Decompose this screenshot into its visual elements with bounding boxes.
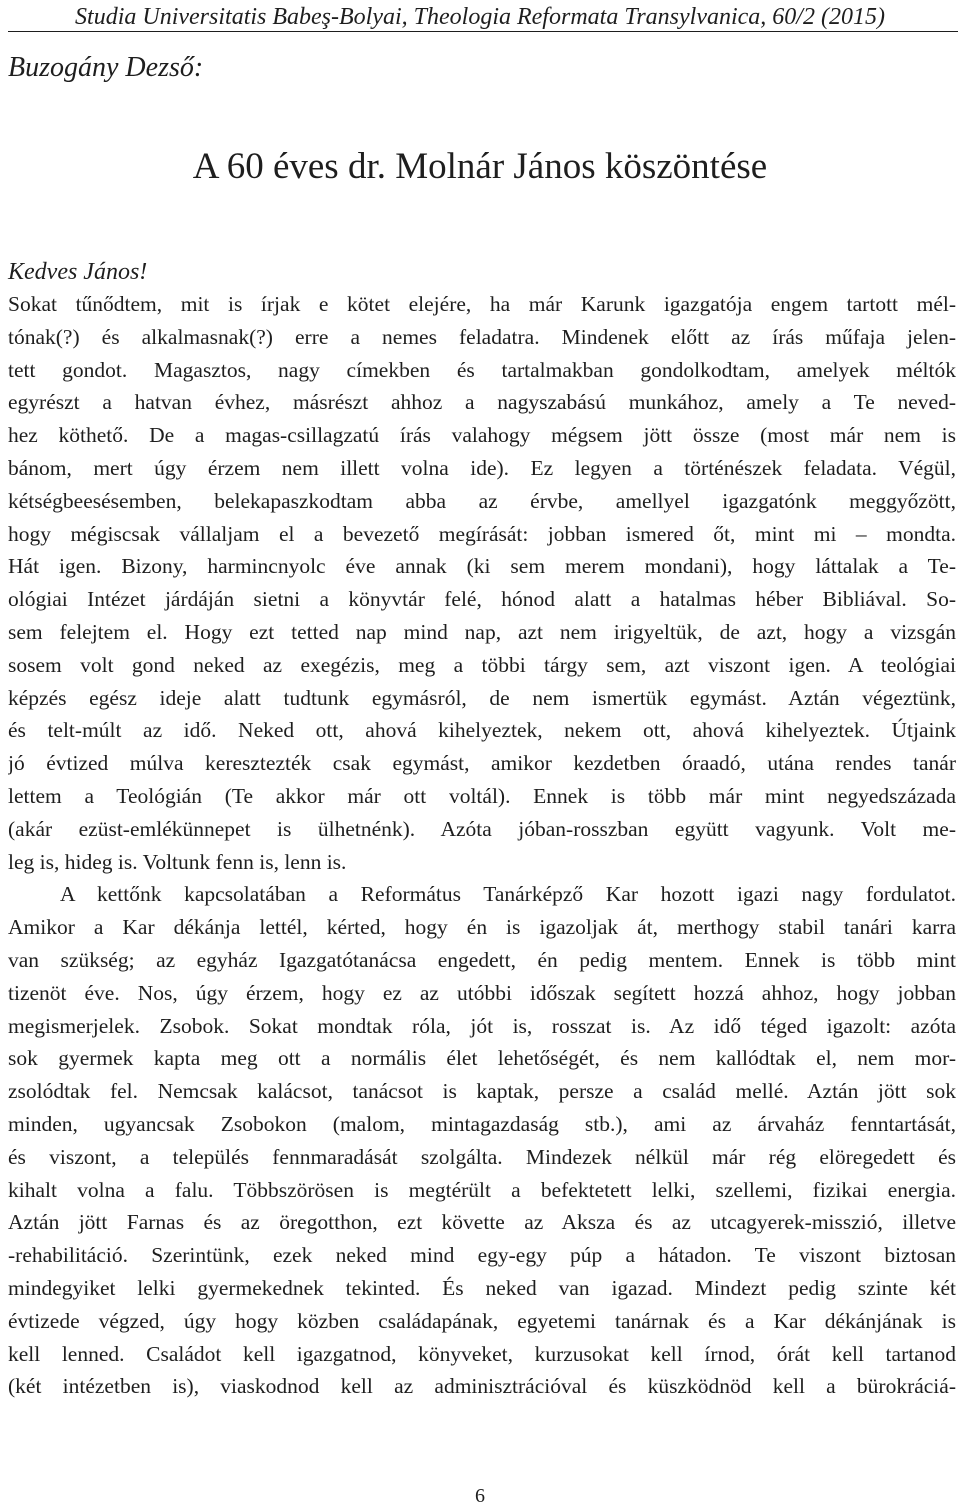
salutation: Kedves János! [8, 259, 148, 285]
text-line: ológiai Intézet járdáján sietni a könyvtár felé, hónod alatt a hatalmas héber Bibliával. So- [8, 587, 956, 612]
text-line: kihalt volna a falu. Többszörösen is megtérült a befektetett lelki, szellemi, fizikai energia. [8, 1177, 956, 1202]
text-line: Aztán jött Farnas és az öregotthon, ezt követte az Aksza és az utcagyerek-misszió, illetve [8, 1210, 956, 1235]
text-line: lettem a Teológián (Te akkor már ott voltál). Ennek is több már mint negyedszázada [8, 783, 956, 808]
author-name: Buzogány Dezső: [8, 52, 204, 83]
text-line: évtizede végzed, úgy hogy közben családapának, egyetemi tanárnak és a Kar dékánjának is [8, 1308, 956, 1333]
text-line: kétségbeesésemben, belekapaszkodtam abba az érvbe, amellyel igazgatónk meggyőzött, [8, 488, 956, 513]
text-line: A kettőnk kapcsolatában a Református Tanárképző Kar hozott igazi nagy fordulatot. [60, 882, 956, 907]
text-line: hogy mégiscsak vállaljam el a bevezető megírását: jobban ismered őt, mint mi – mondta. [8, 521, 956, 546]
text-line: tónak(?) és alkalmasnak(?) erre a nemes feladatra. Mindenek előtt az írás műfaja jelen- [8, 324, 956, 349]
text-line: -rehabilitáció. Szerintünk, ezek neked mind egy-egy púp a hátadon. Te viszont biztosan [8, 1243, 956, 1268]
text-line: egyrészt a hatvan évhez, másrészt ahhoz a nagyszabású munkához, amely a Te neved- [8, 390, 956, 415]
header-rule [8, 31, 958, 32]
text-line: sosem volt gond neked az exegézis, meg a többi tárgy sem, azt viszont igen. A teológiai [8, 652, 956, 677]
text-line: van szükség; az egyház Igazgatótanácsa engedett, én pedig mentem. Ennek is több mint [8, 947, 956, 972]
page-number: 6 [475, 1485, 485, 1507]
body-text [8, 288, 956, 1403]
text-line: megismerjelek. Zsobok. Sokat mondtak róla, jót is, rosszat is. Az idő téged igazolt: azóta [8, 1013, 956, 1038]
text-line: (két intézetben is), viaskodnod kell az adminisztrációval és küszködnöd kell a bürokráciá- [8, 1374, 956, 1399]
text-line: leg is, hideg is. Voltunk fenn is, lenn is. [8, 849, 347, 874]
article-title: A 60 éves dr. Molnár János köszöntése [192, 146, 768, 187]
running-head: Studia Universitatis Babeş-Bolyai, Theologia Reformata Transylvanica, 60/2 (2015) [75, 4, 885, 30]
text-line: és telt-múlt az idő. Neked ott, ahová kihelyeztek, nekem ott, ahová kihelyeztek. Útjaink [8, 718, 956, 743]
text-line: sem felejtem el. Hogy ezt tetted nap mind nap, azt nem irigyeltük, de azt, hogy a vizsgán [8, 619, 956, 644]
text-line: tett gondot. Magasztos, nagy címekben és tartalmakban gondolkodtam, amelyek méltók [8, 357, 956, 382]
text-line: Sokat tűnődtem, mit is írjak e kötet elejére, ha már Karunk igazgatója engem tartott mél- [8, 292, 956, 316]
text-line: tizenöt éve. Nos, úgy érzem, hogy ez az utóbbi időszak segített hozzá ahhoz, hogy jobban [8, 980, 956, 1005]
text-line: zsolódtak fel. Nemcsak kalácsot, tanácsot is kaptak, persze a család mellé. Aztán jött sok [8, 1079, 956, 1104]
text-line: kell lenned. Családot kell igazgatnod, könyveket, kurzusokat kell írnod, órát kell tartanod [8, 1341, 956, 1366]
text-line: minden, ugyancsak Zsobokon (malom, mintagazdaság stb.), ami az árvaház fenntartását, [8, 1111, 956, 1136]
text-line: hez köthető. De a magas-csillagzatú írás valahogy mégsem jött össze (most már nem is [8, 423, 956, 448]
text-line: Amikor a Kar dékánja lettél, kérted, hogy én is igazoljak át, merthogy stabil tanári karra [8, 915, 956, 940]
text-line: jó évtized múlva keresztezték csak egymást, amikor kezdetben óraadó, utána rendes tanár [8, 751, 956, 776]
text-line: és viszont, a település fennmaradását szolgálta. Mindezek nélkül már rég elöregedett és [8, 1144, 956, 1169]
text-line: (akár ezüst-emlékünnepet is ülhetnénk). Azóta jóban-rosszban együtt vagyunk. Volt me- [8, 816, 956, 841]
text-line: sok gyermek kapta meg ott a normális élet lehetőségét, és nem kallódtak el, nem mor- [8, 1046, 956, 1071]
text-line: bánom, mert úgy érzem nem illett volna ide). Ez legyen a történészek feladata. Végül, [8, 455, 956, 480]
text-line: mindegyiket lelki gyermekednek tekinted. És neked van igazad. Mindezt pedig szinte két [8, 1275, 956, 1300]
text-line: képzés egész ideje alatt tudtunk egymásról, de nem ismertük egymást. Aztán végeztünk, [8, 685, 956, 710]
text-line: Hát igen. Bizony, harmincnyolc éve annak (ki sem merem mondani), hogy láttalak a Te- [8, 554, 956, 579]
